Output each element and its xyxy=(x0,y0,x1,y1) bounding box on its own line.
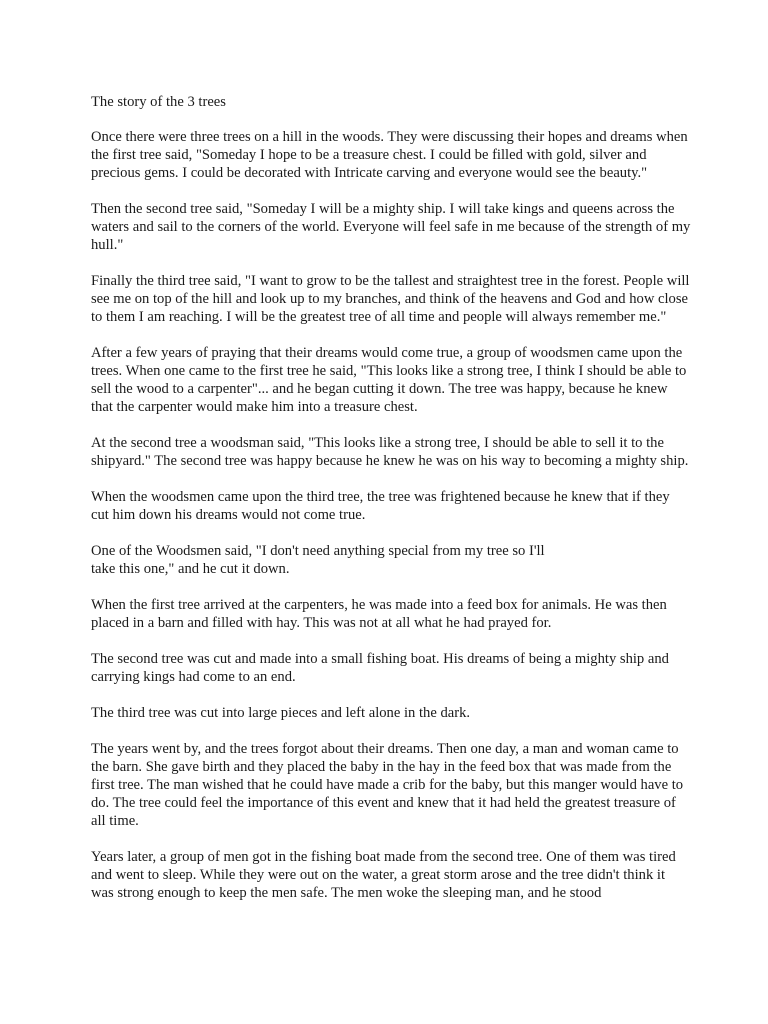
paragraph-11: The years went by, and the trees forgot about their dreams. Then one day, a man and woman came to the barn. She gave birth and they placed the baby in the hay in the feed box that was made from the first tree. The man wished that he could have made a crib for the baby, but this manger would have to do. The tree could feel the importance of this event and knew that it had held the greatest treasure of all time. xyxy=(91,741,684,829)
document-body xyxy=(91,93,691,920)
paragraph-7-line-2: take this one," and he cut it down. xyxy=(91,561,290,577)
paragraph-8: When the first tree arrived at the carpenters, he was made into a feed box for animals. He was then placed in a barn and filled with hay. This was not at all what he had prayed for. xyxy=(91,597,667,631)
paragraph-3: Finally the third tree said, "I want to grow to be the tallest and straightest tree in the forest. People will see me on top of the hill and look up to my branches, and think of the heavens and God and how close to them I am reaching. I will be the greatest tree of all time and people will always remember me." xyxy=(91,273,690,325)
document-title: The story of the 3 trees xyxy=(91,94,226,110)
paragraph-9: The second tree was cut and made into a small fishing boat. His dreams of being a mighty ship and carrying kings had come to an end. xyxy=(91,651,669,685)
paragraph-4: After a few years of praying that their dreams would come true, a group of woodsmen came upon the trees. When one came to the first tree he said, "This looks like a strong tree, I think I should be able to sell the wood to a carpenter"... and he began cutting it down. The tree was happy, because he knew that the carpenter would make him into a treasure chest. xyxy=(91,345,687,415)
paragraph-2: Then the second tree said, "Someday I will be a mighty ship. I will take kings and queens across the waters and sail to the corners of the world. Everyone will feel safe in me because of the strength of my hull." xyxy=(91,201,691,253)
paragraph-7-line-1: One of the Woodsmen said, "I don't need anything special from my tree so I'll xyxy=(91,543,545,559)
paragraph-6: When the woodsmen came upon the third tree, the tree was frightened because he knew that if they cut him down his dreams would not come true. xyxy=(91,489,670,523)
paragraph-12: Years later, a group of men got in the fishing boat made from the second tree. One of them was tired and went to sleep. While they were out on the water, a great storm arose and the tree didn't think it was strong enough to keep the men safe. The men woke the sleeping man, and he stood xyxy=(91,849,676,901)
paragraph-10: The third tree was cut into large pieces and left alone in the dark. xyxy=(91,705,471,721)
paragraph-1: Once there were three trees on a hill in the woods. They were discussing their hopes and dreams when the first tree said, "Someday I hope to be a treasure chest. I could be filled with gold, silver and precious gems. I could be decorated with Intricate carving and everyone would see the beauty." xyxy=(91,129,688,181)
paragraph-7 xyxy=(91,542,691,578)
paragraph-5: At the second tree a woodsman said, "This looks like a strong tree, I should be able to sell it to the shipyard." The second tree was happy because he knew he was on his way to becoming a mighty ship. xyxy=(91,435,689,469)
